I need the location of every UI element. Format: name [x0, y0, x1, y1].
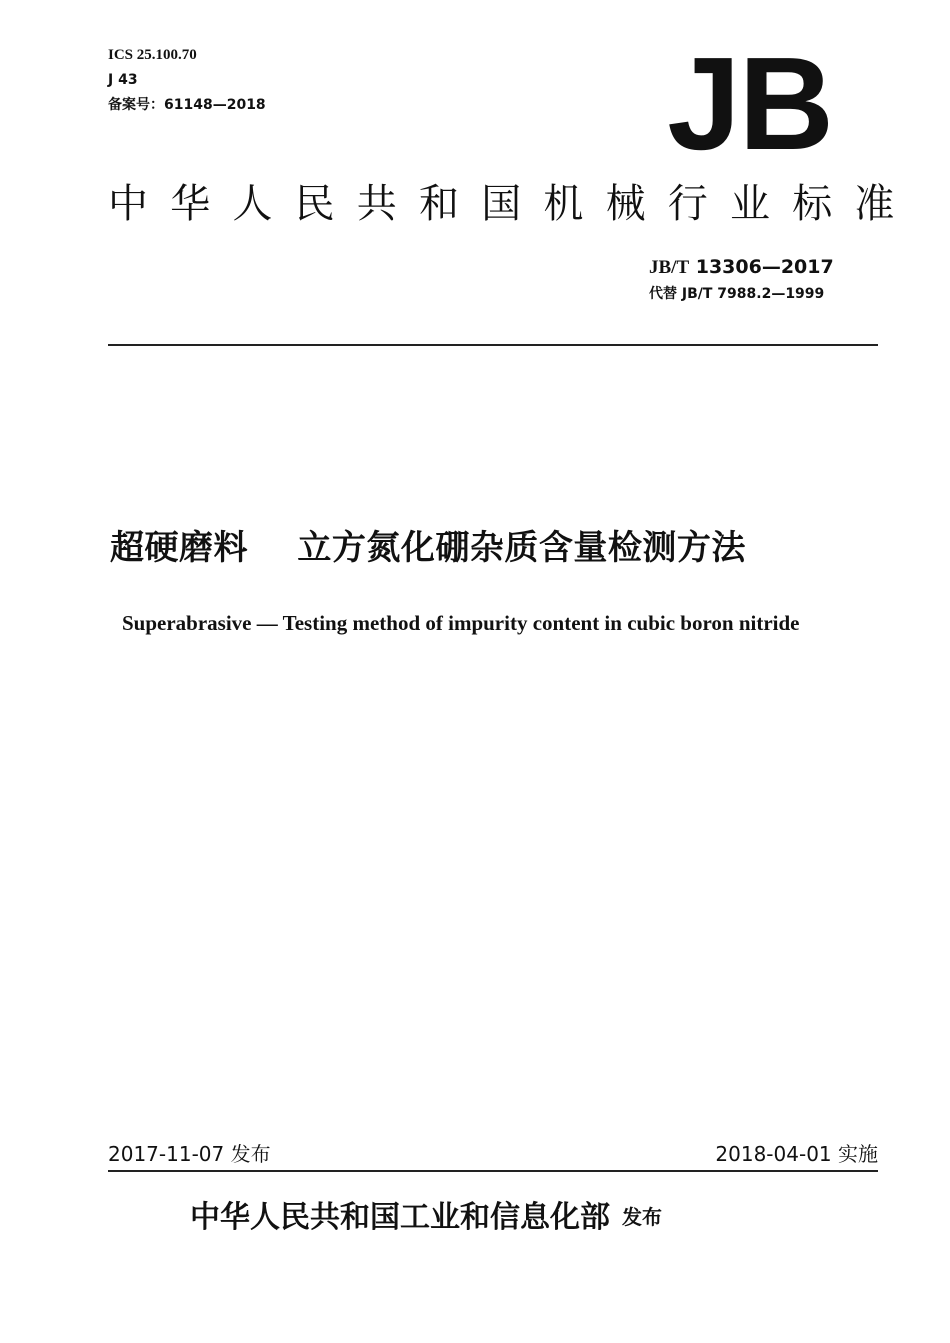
- issuer-name: 中华人民共和国工业和信息化部: [190, 1200, 610, 1235]
- title-english: Superabrasive — Testing method of impurity content in cubic boron nitride: [122, 611, 800, 635]
- top-divider: [108, 344, 878, 346]
- issue-date: 2017-11-07 发布: [108, 1142, 271, 1166]
- replaces-standard: 代替 JB/T 7988.2—1999: [649, 286, 825, 302]
- standard-number-value: 13306—2017: [689, 256, 834, 278]
- standard-number-prefix: JB/T: [649, 257, 690, 278]
- classification-code: J 43: [108, 72, 138, 88]
- issuer: [190, 1197, 662, 1238]
- standard-type: 中华人民共和国机械行业标准: [108, 181, 917, 227]
- jb-logo: JB: [667, 30, 832, 177]
- title-chinese: 超硬磨料 立方氮化硼杂质含量检测方法: [110, 528, 746, 568]
- record-number: 备案号：61148—2018: [108, 97, 266, 113]
- standard-number: [649, 255, 834, 280]
- implementation-date: 2018-04-01 实施: [715, 1142, 878, 1166]
- issuer-suffix: 发布: [622, 1205, 662, 1229]
- ics-code: ICS 25.100.70: [108, 47, 197, 63]
- bottom-divider: [108, 1170, 878, 1172]
